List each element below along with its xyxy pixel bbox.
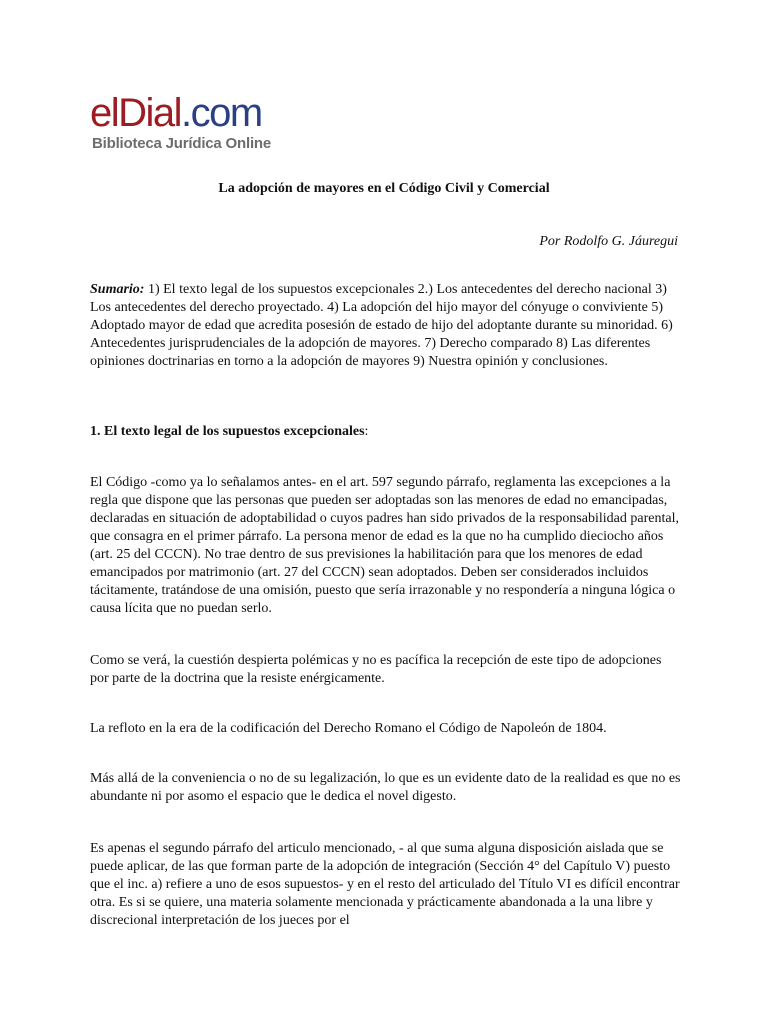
section-heading-colon: : xyxy=(364,424,369,439)
body-paragraph: El Código -como ya lo señalamos antes- en el art. 597 segundo párrafo, reglamenta las excepciones a la regla que dispone que las personas que pueden ser adoptadas son las menores de edad no emancipadas, declaradas en situación de adoptabilidad o cuyos padres han sido privados de la responsabilidad parental, que consagra en el primer párrafo. La persona menor de edad es la que no ha cumplido dieciocho años (art. 25 del CCCN). No trae dentro de sus previsiones la habilitación para que los menores de edad emancipados por matrimonio (art. 27 del CCCN) sean adoptados. Deben ser considerados incluidos tácitamente, tratándose de una omisión, puesto que sería irrazonable y no respondería a ninguna lógica o causa lícita que no puedan serlo. xyxy=(90,475,679,616)
logo-wordmark: elDial.com xyxy=(90,91,262,135)
section-heading-text: 1. El texto legal de los supuestos excepcionales xyxy=(90,424,365,439)
logo-subtitle: Biblioteca Jurídica Online xyxy=(92,135,272,152)
article-byline: Por Rodolfo G. Jáuregui xyxy=(539,234,678,249)
body-paragraph: Más allá de la conveniencia o no de su legalización, lo que es un evidente dato de la realidad es que no es abundante ni por asomo el espacio que le dedica el novel digesto. xyxy=(90,771,681,804)
body-paragraph: Como se verá, la cuestión despierta polémicas y no es pacífica la recepción de este tipo de adopciones por parte de la doctrina que la resiste enérgicamente. xyxy=(90,653,662,686)
eldial-logo xyxy=(90,93,286,157)
article-title: La adopción de mayores en el Código Civil y Comercial xyxy=(218,181,550,196)
body-paragraph: La refloto en la era de la codificación del Derecho Romano el Código de Napoleón de 1804. xyxy=(90,721,607,736)
section-heading xyxy=(90,423,682,441)
summary-paragraph xyxy=(90,281,682,371)
body-paragraph: Es apenas el segundo párrafo del articulo mencionado, - al que suma alguna disposición aislada que se puede aplicar, de las que forman parte de la adopción de integración (Sección 4° del Capítulo V) puesto que el inc. a) refiere a uno de esos supuestos- y en el resto del articulado del Título VI es difícil encontrar otra. Es si se quiere, una materia solamente mencionada y prácticamente abandonada a la una libre y discrecional interpretación de los jueces por el xyxy=(90,841,680,928)
summary-text: 1) El texto legal de los supuestos excepcionales 2.) Los antecedentes del derecho nacional 3) Los antecedentes del derecho proyectado. 4) La adopción del hijo mayor del cónyuge o conviviente 5) Adoptado mayor de edad que acredita posesión de estado de hijo del adoptante durante su minoridad. 6) Antecedentes jurisprudenciales de la adopción de mayores. 7) Derecho comparado 8) Las diferentes opiniones doctrinarias en torno a la adopción de mayores 9) Nuestra opinión y conclusiones. xyxy=(90,282,673,369)
summary-label: Sumario: xyxy=(90,282,145,297)
